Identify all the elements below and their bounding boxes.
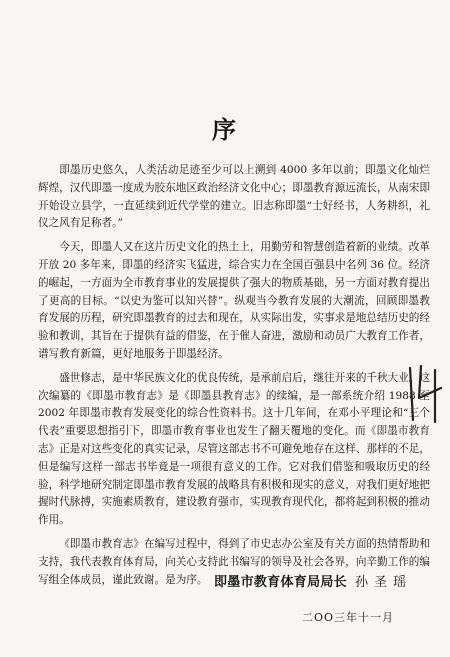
paragraph-1: 即墨历史悠久，人类活动足迹至少可以上溯到 4000 多年以前；即墨文化灿烂辉煌，汉代即墨一度成为胶东地区政治经济文化中心；即墨教育源远流长，从南宋即开始设立县学，一直延续到近代学堂的建立。旧志称即墨“士好经书，人务耕织，礼仪之风有足称者。” (38, 164, 430, 230)
paragraph-4: 《即墨市教育志》在编写过程中，得到了市史志办公室及有关方面的热情帮助和支持，我代表教育体育局，向关心支持此书编写的领导及社会各界，向辛勤工作的编写组全体成员，谨此致谢。是为序。 (38, 537, 430, 586)
date-line: 二OO三年十一月 (301, 611, 394, 624)
signature-line (0, 571, 412, 590)
signature-name: 孙圣瑶 (354, 575, 412, 590)
paragraph-2: 今天，即墨人又在这片历史文化的热土上，用勤劳和智慧创造着新的业绩。改革开放 20 多年来，即墨的经济实飞猛进，综合实力在全国百强县中名列 36 位。经济的崛起，一方面为全市教育事业的发展提供了强大的物质基础，另一方面对教育提出了更高的目标。“以史为鉴可以知兴替”。纵观当今教育发展的大潮流，回顾即墨教育发展的历程，研究即墨教育的过去和现在，从实际出发，实事求是地总结历史的经验和教训，其旨在于提供有益的借鉴，在于催人奋进，激励和动员广大教育工作者，谱写教育新篇，更好地服务于即墨经济。 (38, 241, 430, 360)
signature-org: 即墨市教育体育局局长 (213, 575, 347, 590)
paragraph-3: 盛世修志，是中华民族文化的优良传统，是承前启后，继往开来的千秋大业。这次编纂的《即墨市教育志》是《即墨县教育志》的续编，是一部系统介绍 1988 至 2002 年即墨市教育发展变化的综合性资料书。这十几年间，在邓小平理论和“三个代表”重要思想指引下，即墨市教育事业也发生了翻天覆地的变化。而《即墨市教育志》正是对这些变化的真实记录，尽管这部志书不可避免地存在这样、那样的不足，但是编写这样一部志书毕竟是一项很有意义的工作。它对我们借鉴和吸取历史的经验，科学地研究制定即墨市教育发展的战略具有积极和现实的意义，对我们更好地把握时代脉搏，实施素质教育，建设教育强市，实现教育现代化，都将起到积极的推动作用。 (38, 371, 430, 527)
preface-body (38, 162, 430, 595)
handwritten-page-number (405, 358, 445, 426)
page-title: 序 (212, 115, 238, 144)
